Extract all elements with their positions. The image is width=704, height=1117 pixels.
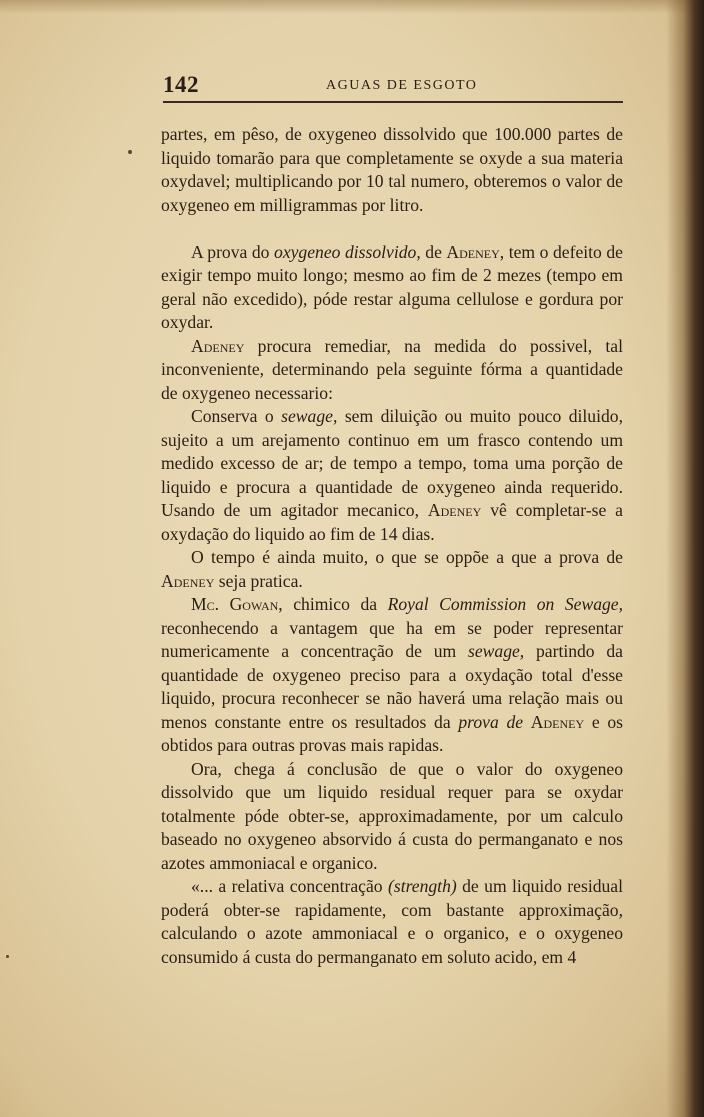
text-span: reconhecendo a vantagem que ha em se poder representar numericamente a concentração de um <box>161 617 623 661</box>
author-name: Mc. Gowan <box>191 594 279 614</box>
italic-term: prova de <box>458 711 524 732</box>
author-name: Adeney <box>530 711 585 732</box>
author-name: Adeney <box>427 500 482 520</box>
paragraph-gap <box>161 217 623 241</box>
italic-term: sewage, <box>281 406 338 426</box>
paragraph <box>161 593 623 758</box>
italic-term: Royal Commission on Sewage, <box>387 594 623 614</box>
italic-term: sewage, <box>468 641 525 661</box>
paragraph <box>161 546 623 593</box>
text-span: partindo da quantidade de oxygeneo preciso para a oxydação total d'esse liquido, procura reconhecer se não haverá uma relação mais ou menos constante entre os resultados da <box>161 641 623 732</box>
margin-speck <box>6 955 9 958</box>
page-top-edge <box>0 0 704 14</box>
italic-term: (strength) <box>387 876 457 896</box>
text-span <box>523 712 531 732</box>
page-number: 142 <box>163 72 199 97</box>
italic-term: oxygeneo dissolvido, <box>274 241 421 262</box>
text-span: vê completar-se a oxydação do liquido ao fim de 14 dias. <box>161 500 623 544</box>
paragraph <box>161 123 623 217</box>
text-span: sem diluição ou muito pouco diluido, sujeito a um arejamento continuo em um frasco contendo um medido excesso de ar; de tempo a tempo, toma uma porção de liquido e procura a quantidade de oxygeneo ainda requerido. Usando de um agitador mecanico, <box>161 406 623 520</box>
author-name: Adeney <box>191 335 245 356</box>
text-span: , tem o defeito de exigir tempo muito longo; mesmo ao fim de 2 mezes (tempo em geral não excedido), póde restar alguma cellulose e gordura por oxydar. <box>161 241 623 332</box>
margin-speck <box>128 150 132 154</box>
text-span: procura remediar, na medida do possivel, tal inconveniente, determinando pela seguinte fórma a quantidade de oxygeneo necessario: <box>161 335 623 403</box>
paragraph <box>161 758 623 876</box>
running-head: AGUAS DE ESGOTO <box>326 78 478 93</box>
text-span: A prova do <box>191 241 275 262</box>
paragraph <box>161 335 623 406</box>
text-span: de <box>420 241 447 262</box>
body-text <box>161 123 623 969</box>
text-span: Conserva o <box>191 406 282 426</box>
text-span: , chimico da <box>278 594 388 614</box>
text-span: partes, em pêso, de oxygeneo dissolvido que 100.000 partes de liquido tomarão para que completamente se oxyde a sua materia oxydavel; multiplicando por 10 tal numero, obteremos o valor de oxygeneo em milligrammas por litro. <box>161 124 623 215</box>
binding-gutter <box>666 0 704 1117</box>
paragraph <box>161 875 623 969</box>
text-span: Ora, chega á conclusão de que o valor do oxygeneo dissolvido que um liquido residual requer para se oxydar totalmente póde obter-se, approximadamente, por um calculo baseado no oxygeneo absorvido á custa do permanganato e nos azotes ammoniacal e organico. <box>161 758 623 873</box>
text-span: O tempo é ainda muito, o que se oppõe a que a prova de <box>191 547 623 567</box>
text-span: seja pratica. <box>214 570 303 591</box>
page-header <box>163 72 623 102</box>
paragraph <box>161 405 623 546</box>
text-span: de um liquido residual poderá obter-se rapidamente, com bastante approximação, calculando o azote ammoniacal e o organico, e o oxygeneo consumido á custa do permanganato em soluto acido, em 4 <box>161 876 623 967</box>
text-span: e os obtidos para outras provas mais rapidas. <box>161 711 623 755</box>
text-span: «... a relativa concentração <box>191 876 388 896</box>
paragraph <box>161 241 623 335</box>
header-rule <box>163 101 623 103</box>
author-name: Adeney <box>161 570 215 591</box>
author-name: Adeney <box>446 241 500 262</box>
